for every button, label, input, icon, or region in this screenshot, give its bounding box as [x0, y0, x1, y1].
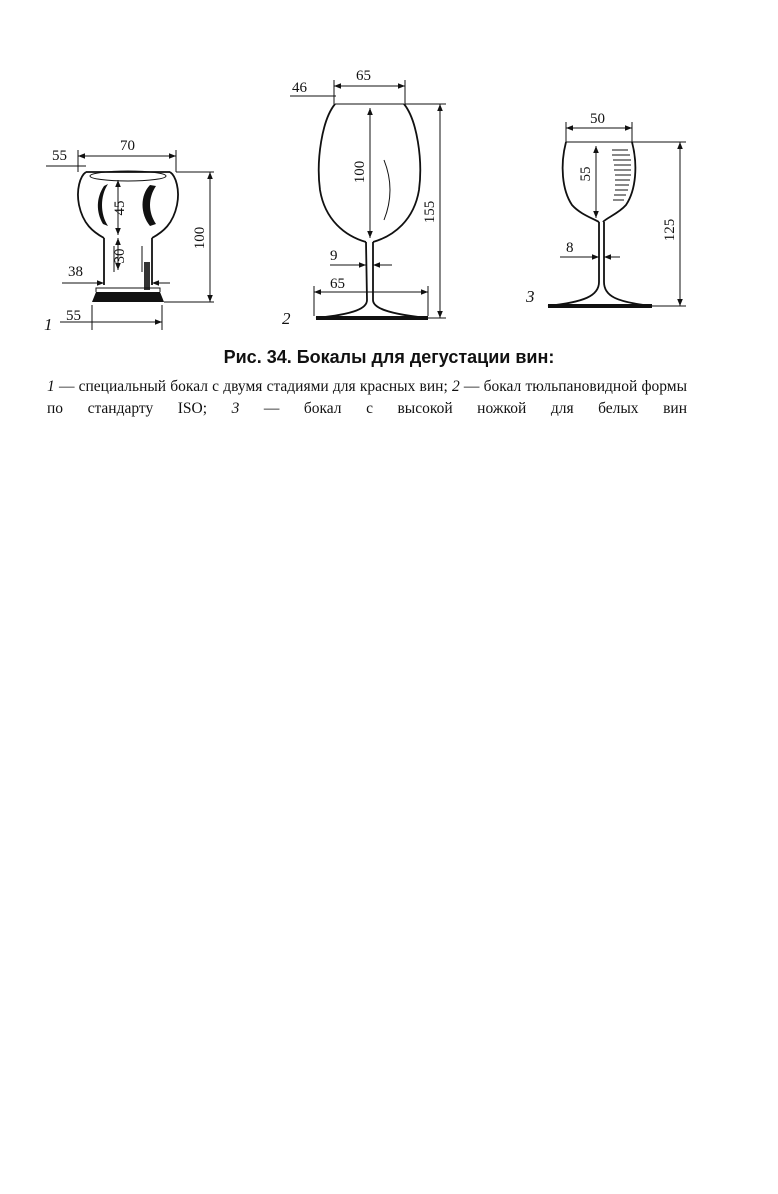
- caption-item-2-text: — бокал тюльпановидной формы по стандарту ISO;: [47, 378, 687, 417]
- caption-item-3-text: — бокал с высокой ножкой для белых вин: [239, 400, 687, 417]
- glass-2-dimensions: [282, 68, 446, 328]
- glass-1-lower-depth-label: 30: [112, 248, 128, 264]
- glass-3-stem-width-label: 8: [566, 240, 574, 256]
- caption-item-1-number: 1: [47, 378, 55, 395]
- figure-caption-title: Рис. 34. Бокалы для дегустации вин:: [223, 347, 555, 367]
- glass-3-top-width-label: 50: [590, 111, 605, 127]
- glass-3-height-label: 125: [662, 218, 678, 242]
- glass-1-height-label: 100: [192, 226, 208, 250]
- glass-1-drawing: [78, 171, 178, 302]
- glasses-figure: [0, 0, 778, 345]
- glass-2-stem-width-label: 9: [330, 248, 338, 264]
- glass-2-top-offset-label: 46: [292, 80, 307, 96]
- glass-1: [44, 138, 214, 334]
- glass-1-top-width-label: 70: [120, 138, 135, 154]
- glass-1-base-width-label: 55: [66, 308, 81, 324]
- caption-item-2-number: 2: [451, 378, 460, 395]
- glass-2-number: 2: [282, 309, 291, 328]
- glass-1-bowl-depth-label: 45: [112, 200, 128, 216]
- glass-2-height-label: 155: [422, 200, 438, 224]
- glass-3-drawing: [548, 142, 652, 308]
- glass-3-shading: [612, 150, 631, 200]
- glass-2-base-width-label: 65: [330, 276, 345, 292]
- caption-item-1-text: — специальный бокал с двумя стадиями для красных вин;: [54, 378, 452, 395]
- glass-1-dimensions: [44, 138, 214, 334]
- caption-item-3-number: 3: [231, 400, 240, 417]
- glass-2-bowl-depth-label: 100: [352, 160, 368, 184]
- glass-1-number: 1: [44, 315, 53, 334]
- glass-3-number: 3: [526, 287, 535, 306]
- figure-caption-body: [47, 376, 687, 420]
- glass-2: [282, 68, 446, 328]
- glass-1-stem-width-label: 38: [68, 264, 83, 280]
- glass-2-top-width-label: 65: [356, 68, 371, 84]
- glass-3-bowl-depth-label: 55: [578, 166, 594, 182]
- glass-1-top-offset-label: 55: [52, 148, 67, 164]
- glass-3: [525, 111, 686, 308]
- glass-3-dimensions: [525, 111, 686, 306]
